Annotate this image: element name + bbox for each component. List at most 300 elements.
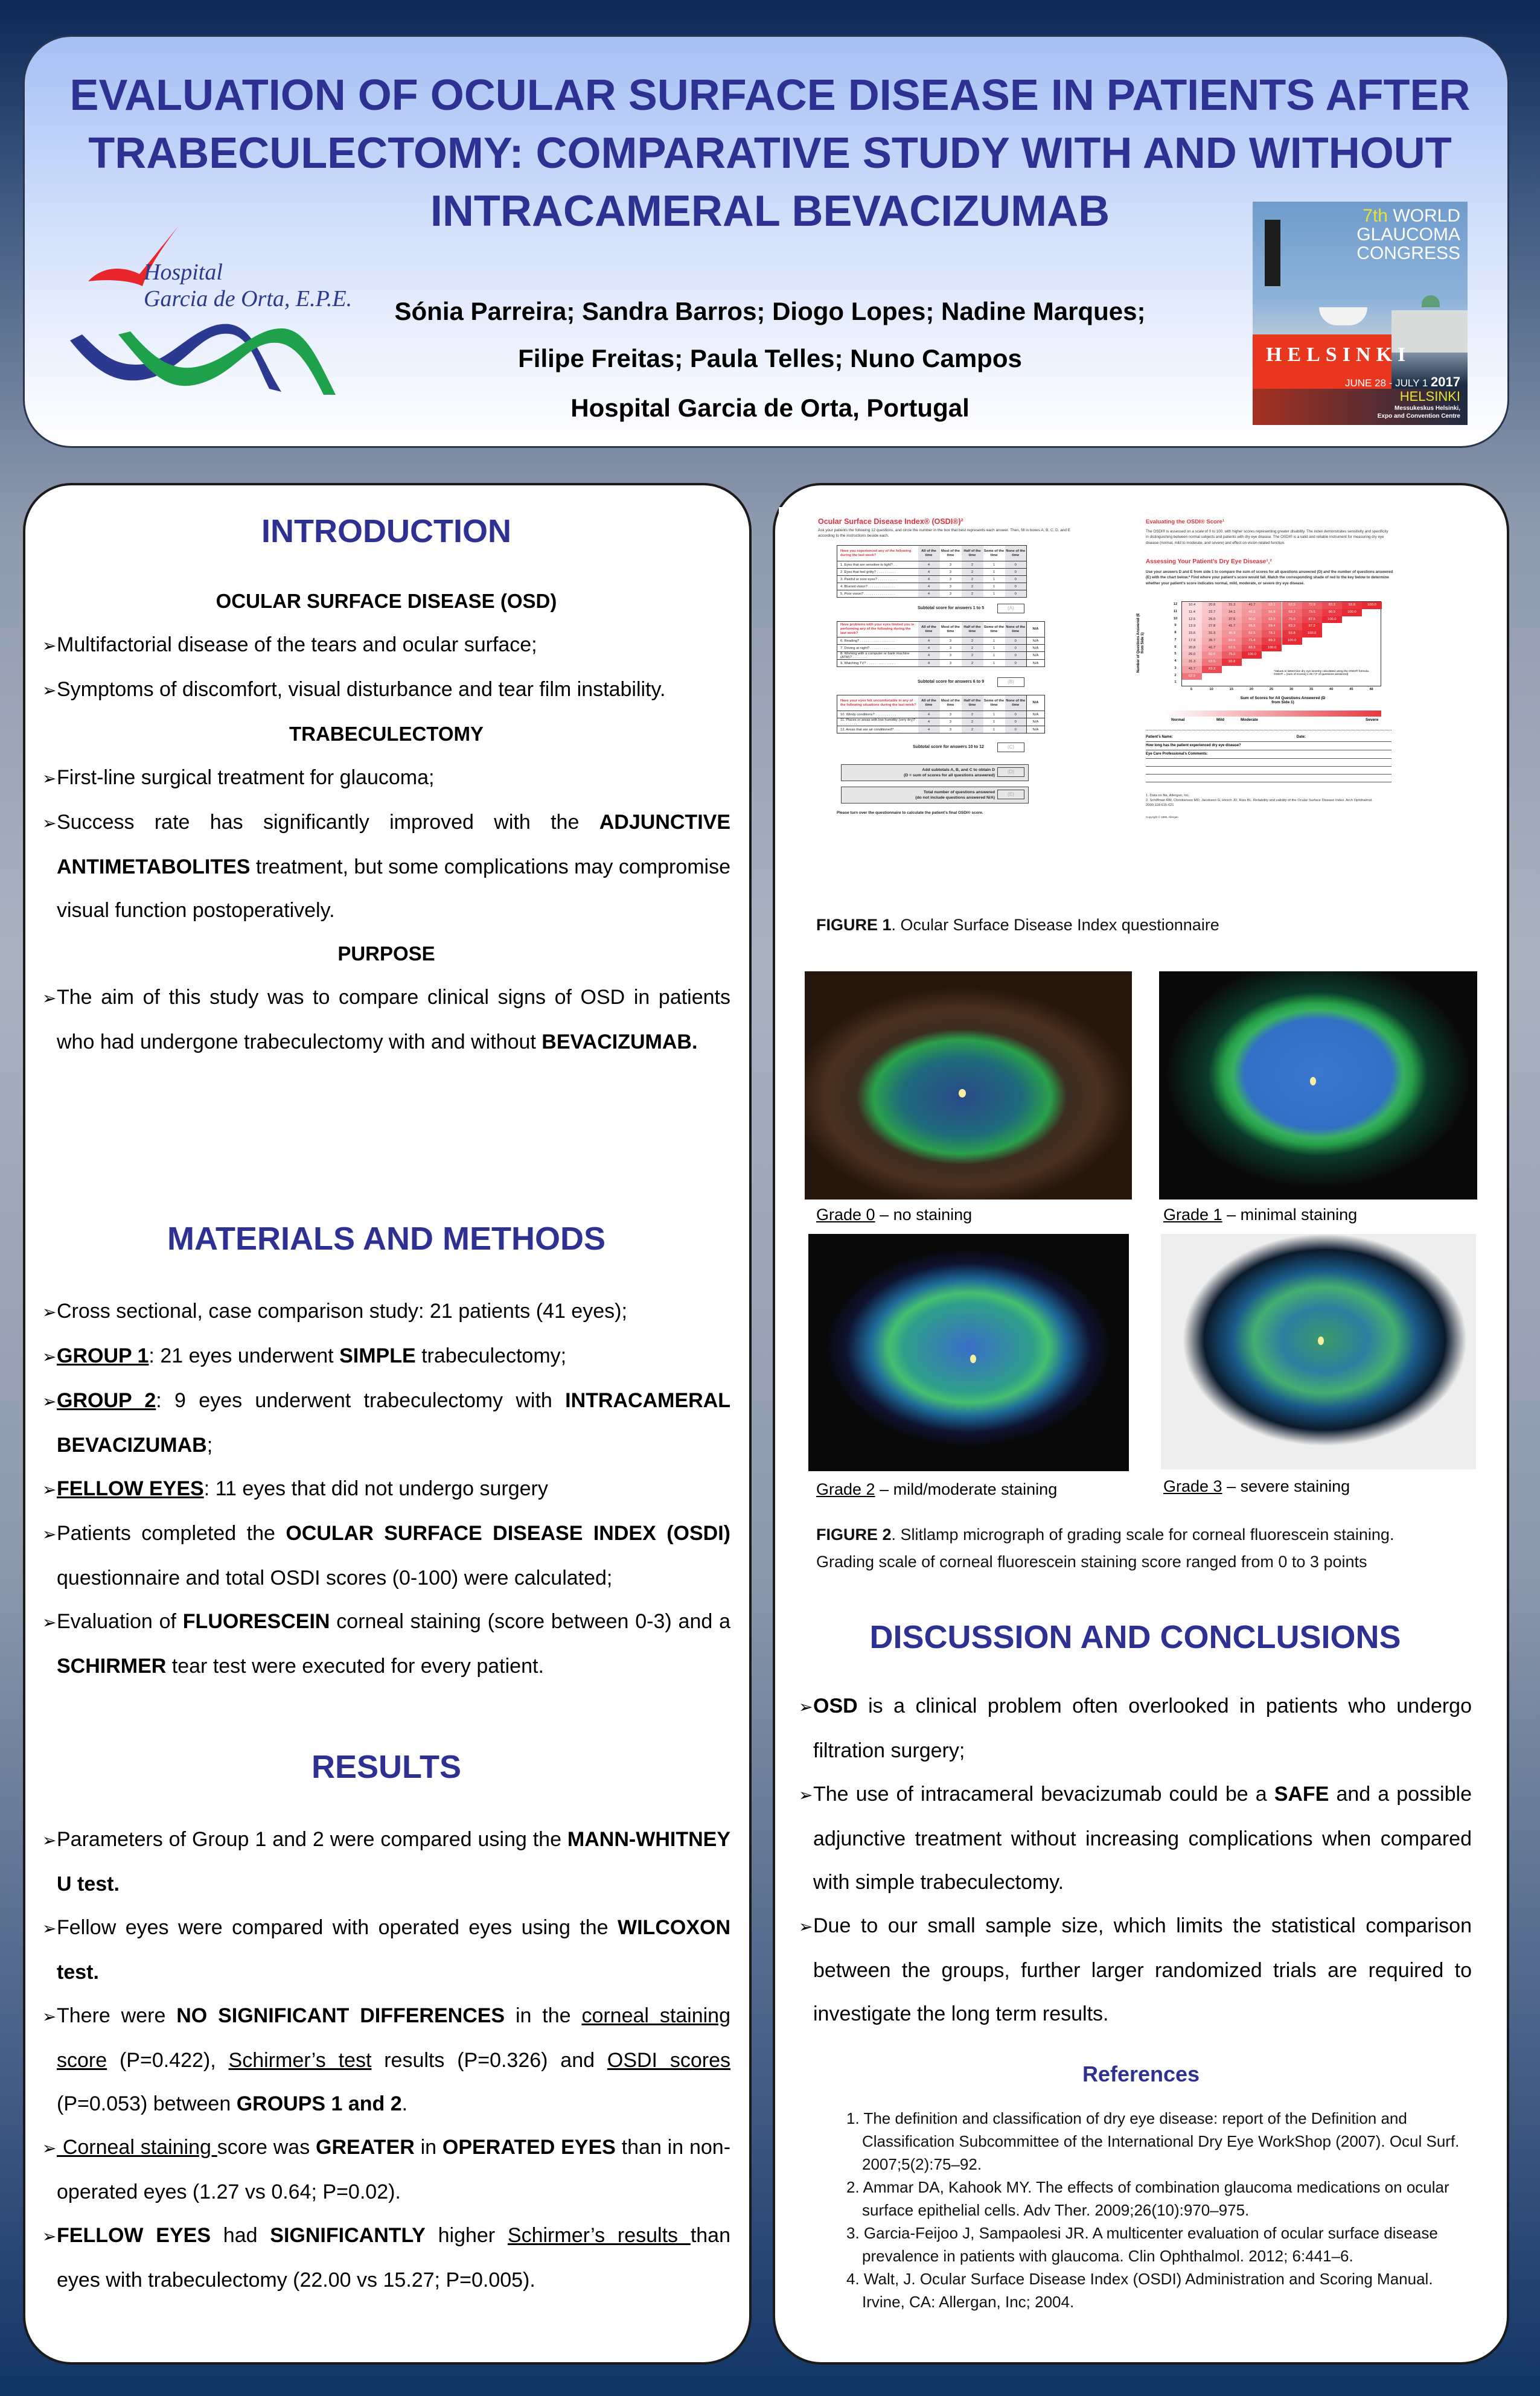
arrow-bullet-icon: ➢ [799, 1917, 813, 1937]
score-cell: 41.7 [1222, 623, 1242, 630]
text-run: : 11 eyes that did not undergo surgery [203, 1477, 548, 1500]
section-heading: MATERIALS AND METHODS [167, 1221, 605, 1257]
section-heading: DISCUSSION AND CONCLUSIONS [869, 1619, 1401, 1655]
bullet-item [42, 976, 730, 1064]
na-header: N/A [1027, 622, 1045, 637]
arrow-bullet-icon: ➢ [42, 1302, 57, 1322]
score-option: 1 [983, 660, 1005, 667]
score-option: 3 [940, 561, 962, 569]
arrow-bullet-icon: ➢ [42, 1612, 57, 1632]
text-run: NO SIGNIFICANT DIFFERENCES [176, 2004, 505, 2027]
score-cell: 97.2 [1302, 623, 1322, 630]
methods-section [42, 1215, 730, 1688]
form-label: How long has the patient experienced dry eye disease? [1146, 742, 1391, 750]
bullet-item [42, 756, 730, 800]
text-run: Cross sectional, case comparison study: 21 patients (41 eyes); [57, 1300, 627, 1323]
bullet-item [42, 800, 730, 932]
text-run: Evaluation of [57, 1610, 183, 1633]
score-option: 4 [918, 652, 940, 660]
score-option: 0 [1005, 726, 1027, 733]
column-header: All of the time [918, 546, 940, 561]
question-text: 8. Working with a computer or bank machine (ATM)? . . . . . . . . [837, 652, 918, 660]
column-header: Some of the time [983, 622, 1005, 637]
arrow-bullet-icon: ➢ [799, 1697, 813, 1717]
arrow-bullet-icon: ➢ [42, 1830, 57, 1850]
arrow-bullet-icon: ➢ [42, 1391, 57, 1411]
osdi-questionnaire-figure [779, 507, 1497, 893]
text-run: is a clinical problem often overlooked in patients who undergo filtration surgery; [813, 1695, 1472, 1762]
references-list [827, 2107, 1479, 2313]
congress-venue: Expo and Convention Centre [1377, 413, 1460, 420]
score-option: 2 [962, 660, 983, 667]
score-option: 3 [940, 590, 962, 598]
assess-title: Assessing Your Patient’s Dry Eye Disease¹,² [1146, 558, 1272, 565]
bullet-item [42, 1334, 730, 1379]
grade-desc: – severe staining [1222, 1477, 1350, 1495]
bullet-item [42, 1379, 730, 1467]
subtotal-label: Subtotal score for answers 10 to 12 [913, 745, 984, 749]
arrow-bullet-icon: ➢ [42, 2138, 57, 2158]
score-option: 0 [1005, 711, 1027, 718]
congress-year: 2017 [1431, 374, 1460, 389]
score-cell: 68.2 [1282, 609, 1302, 616]
text-run: OSD [813, 1695, 858, 1717]
figure-2-caption [816, 1521, 1394, 1576]
logo-text: Garcia de Orta, E.P.E. [144, 286, 353, 311]
text-run: (P=0.422), [107, 2049, 229, 2072]
score-cell: 37.5 [1222, 616, 1242, 624]
lifeboat [1319, 307, 1367, 325]
na-option: N/A [1027, 637, 1045, 645]
text-run: SIMPLE [339, 1344, 416, 1367]
score-cell: 83.3 [1242, 645, 1262, 652]
answer-box: (D) [997, 767, 1024, 777]
text-run: in the [505, 2004, 582, 2027]
x-tick-label: 5 [1190, 688, 1193, 691]
section-heading: INTRODUCTION [261, 513, 511, 549]
text-run: higher [425, 2224, 508, 2247]
score-cell: 31.3 [1222, 602, 1242, 609]
score-cell: 15.6 [1182, 630, 1202, 637]
reference-item: 4. Walt, J. Ocular Surface Disease Index (OSDI) Administration and Scoring Manual. Irvine, CA: Allergan, Inc; 2004. [846, 2270, 1433, 2311]
osdi-instructions: Ask your patients the following 12 questions, and circle the number in the box that best represents each answer. Then, fill in boxes A, B, C, D, and E according to the instructions beside each. [818, 528, 1070, 538]
score-cell: 13.9 [1182, 623, 1202, 630]
score-option: 1 [983, 718, 1005, 726]
score-cell: 56.8 [1262, 609, 1282, 616]
severity-label: Moderate [1241, 718, 1258, 722]
text-run: OSDI scores [607, 2049, 730, 2072]
score-option: 2 [962, 645, 983, 652]
score-cell: 20.8 [1182, 645, 1202, 652]
grade-0-label [816, 1206, 972, 1224]
score-option: 0 [1005, 576, 1027, 583]
bullet-item [42, 1289, 730, 1334]
arrow-bullet-icon: ➢ [42, 1480, 57, 1500]
y-tick-label: 4 [1174, 659, 1177, 663]
hospital-logo [58, 214, 360, 397]
congress-title: CONGRESS [1356, 243, 1460, 263]
score-cell: 100.0 [1362, 602, 1382, 609]
question-row [837, 726, 1045, 733]
score-option: 4 [918, 561, 940, 569]
score-cell: 20.8 [1202, 602, 1222, 609]
score-option: 2 [962, 637, 983, 645]
column-header: Some of the time [983, 546, 1005, 561]
x-tick-label: 30 [1289, 688, 1294, 691]
score-option: 0 [1005, 590, 1027, 598]
text-run: Due to our small sample size, which limits the statistical comparison between the groups, further larger randomized trials are required to investigate the long term results. [813, 1914, 1472, 2025]
osdi-question-table [837, 545, 1027, 598]
subheading: PURPOSE [337, 942, 435, 965]
question-text: 11. Places or areas with low humidity (very dry)? . . . . . . . . . . [837, 718, 918, 726]
score-option: 4 [918, 576, 940, 583]
question-row [837, 660, 1045, 667]
score-option: 4 [918, 718, 940, 726]
bullet-item [799, 1684, 1472, 1772]
score-option: 1 [983, 645, 1005, 652]
text-run: Parameters of Group 1 and 2 were compared using the [57, 1828, 567, 1851]
score-cell: 100.0 [1342, 609, 1362, 616]
severity-label: Normal [1171, 718, 1185, 722]
text-run: MANN-WHITNEY U test. [57, 1828, 730, 1896]
text-run: GROUPS 1 and 2 [236, 2092, 402, 2115]
score-cell: 50.0 [1202, 651, 1222, 659]
score-option: 3 [940, 569, 962, 576]
text-run: score was [217, 2136, 316, 2159]
ship-funnel [1265, 220, 1280, 286]
column-header: All of the time [918, 622, 940, 637]
logo-text: Hospital [144, 260, 223, 285]
score-cell: 93.8 [1342, 602, 1362, 609]
score-option: 4 [918, 660, 940, 667]
figure-label: FIGURE 2 [816, 1525, 892, 1544]
score-option: 3 [940, 660, 962, 667]
score-option: 0 [1005, 660, 1027, 667]
author-line: Sónia Parreira; Sandra Barros; Diogo Lopes; Nadine Marques; [394, 297, 1146, 325]
results-section [42, 1743, 730, 2302]
reference-item: 2. Ammar DA, Kahook MY. The effects of combination glaucoma medications on ocular surface epithelial cells. Adv Ther. 2009;26(10):970–975. [846, 2178, 1449, 2219]
column-header: Half of the time [962, 622, 983, 637]
score-cell: 62.5 [1202, 659, 1222, 666]
grade-name: Grade 2 [816, 1480, 875, 1498]
column-header: Most of the time [940, 695, 962, 711]
score-option: 2 [962, 561, 983, 569]
eval-title: Evaluating the OSDI® Score¹ [1146, 519, 1224, 525]
score-cell: 11.4 [1182, 609, 1202, 616]
bullet-item [42, 2214, 730, 2302]
score-option: 3 [940, 711, 962, 718]
text-run: WILCOXON test. [57, 1916, 730, 1984]
score-cell: 45.5 [1242, 609, 1262, 616]
question-row [837, 569, 1027, 576]
grade-desc: – mild/moderate staining [875, 1480, 1058, 1498]
bullet-item [42, 623, 730, 668]
score-option: 2 [962, 569, 983, 576]
severity-label: Mild [1216, 718, 1224, 722]
congress-logo [1253, 202, 1468, 425]
score-cell: 41.7 [1182, 666, 1202, 673]
bullet-item [42, 1818, 730, 1906]
score-cell: 12.5 [1182, 616, 1202, 624]
grade-name: Grade 1 [1163, 1206, 1222, 1224]
score-option: 3 [940, 576, 962, 583]
text-run: SAFE [1274, 1783, 1329, 1806]
score-cell: 31.3 [1202, 630, 1222, 637]
arrow-bullet-icon: ➢ [42, 2226, 57, 2246]
label: Total number of questions answered [923, 790, 995, 794]
footnote: *Values to determine dry eye severity calculated using the OSDI® formula. [1274, 670, 1370, 673]
score-option: 4 [918, 645, 940, 652]
column-header: Half of the time [962, 695, 983, 711]
score-cell: 75.0 [1282, 616, 1302, 624]
column-header: None of the time [1005, 622, 1027, 637]
question-row [837, 583, 1027, 590]
score-cell: 25.0 [1182, 651, 1202, 659]
score-cell: 93.8 [1222, 659, 1242, 666]
reference-item: 1. The definition and classification of dry eye disease: report of the Definition and Classification Subcommittee of the International Dry Eye WorkShop (2007). Ocul Surf. 2007;5(2):75–92. [846, 2109, 1460, 2173]
question-text: 2. Eyes that feel gritty? . . . . . . . . . . [837, 569, 918, 576]
score-cell: 62.5 [1182, 673, 1202, 680]
x-tick-label: 45 [1349, 688, 1353, 691]
question-row [837, 711, 1045, 718]
severity-legend-bar [1165, 711, 1381, 717]
text-run: questionnaire and total OSDI scores (0-100) were calculated; [57, 1567, 613, 1589]
chart-footnote [1274, 670, 1382, 676]
answer-box: (B) [997, 677, 1024, 687]
score-option: 4 [918, 726, 940, 733]
text-run: Fellow eyes were compared with operated eyes using the [57, 1916, 618, 1939]
y-tick-label: 6 [1174, 645, 1177, 649]
x-tick-label: 40 [1329, 688, 1334, 691]
score-option: 1 [983, 561, 1005, 569]
text-run: SIGNIFICANTLY [270, 2224, 426, 2247]
introduction-section [42, 507, 730, 1064]
y-tick-label: 10 [1173, 616, 1178, 621]
question-row [837, 561, 1027, 569]
score-option: 2 [962, 726, 983, 733]
references-heading: References [1082, 2062, 1200, 2086]
label: Add subtotals A, B, and C to obtain D [922, 768, 995, 772]
osdi-question-table [837, 695, 1045, 733]
text-run: FLUORESCEIN [182, 1610, 330, 1633]
na-option: N/A [1027, 711, 1045, 718]
column-header: Half of the time [962, 546, 983, 561]
patient-form [1146, 733, 1391, 782]
title-line: TRABECULECTOMY: COMPARATIVE STUDY WITH AND WITHOUT [88, 129, 1452, 177]
text-run: than eyes with trabeculectomy (22.00 vs 15.27; P=0.005). [57, 2224, 730, 2292]
score-cell: 75.0 [1222, 651, 1242, 659]
score-cell: 83.3 [1202, 666, 1222, 673]
severity-label: Severe [1366, 718, 1379, 722]
score-option: 4 [918, 583, 940, 590]
arrow-bullet-icon: ➢ [42, 1524, 57, 1544]
score-option: 1 [983, 590, 1005, 598]
score-cell: 62.5 [1242, 630, 1262, 637]
score-option: 0 [1005, 718, 1027, 726]
y-tick-label: 1 [1174, 680, 1177, 685]
score-cell: 10.4 [1182, 602, 1202, 609]
score-option: 0 [1005, 637, 1027, 645]
x-tick-label: 48 [1369, 688, 1373, 691]
bullet-item [42, 1600, 730, 1688]
text-run: : 21 eyes underwent [149, 1344, 340, 1367]
x-tick-label: 25 [1269, 688, 1274, 691]
text-run: (P=0.053) between [57, 2092, 237, 2115]
arrow-bullet-icon: ➢ [42, 768, 57, 788]
text-run: SCHIRMER [57, 1655, 167, 1678]
section-heading: RESULTS [311, 1749, 461, 1785]
bullet-item [42, 1512, 730, 1600]
text-run: corneal staining (score between 0-3) and a [330, 1610, 731, 1633]
column-header: All of the time [918, 695, 940, 711]
score-option: 1 [983, 726, 1005, 733]
score-cell: 35.7 [1202, 637, 1222, 645]
arrow-bullet-icon: ➢ [42, 988, 57, 1008]
score-option: 2 [962, 583, 983, 590]
score-cell: 72.9 [1302, 602, 1322, 609]
congress-title: WORLD [1393, 206, 1460, 226]
text-run: GROUP 1 [57, 1344, 149, 1367]
arrow-bullet-icon: ➢ [42, 813, 57, 833]
text-run: First-line surgical treatment for glaucoma; [57, 766, 435, 789]
question-text: 3. Painful or sore eyes? . . . . . . . . . . [837, 576, 918, 583]
na-option: N/A [1027, 645, 1045, 652]
na-option: N/A [1027, 652, 1045, 660]
question-row [837, 645, 1045, 652]
score-option: 2 [962, 576, 983, 583]
affiliation: Hospital Garcia de Orta, Portugal [570, 394, 970, 422]
score-cell: 46.9 [1222, 630, 1242, 637]
text-run: results (P=0.326) and [371, 2049, 607, 2072]
score-cell: 17.9 [1182, 637, 1202, 645]
score-cell: 55.6 [1242, 623, 1262, 630]
arrow-bullet-icon: ➢ [42, 680, 57, 700]
score-option: 1 [983, 637, 1005, 645]
score-cell: 83.3 [1282, 623, 1302, 630]
column-header: Most of the time [940, 622, 962, 637]
score-option: 4 [918, 711, 940, 718]
y-tick-label: 2 [1174, 673, 1177, 677]
y-tick-label: 8 [1174, 631, 1177, 634]
text-run: There were [57, 2004, 177, 2027]
na-header: N/A [1027, 695, 1045, 711]
score-cell: 50.0 [1242, 616, 1262, 624]
score-option: 3 [940, 726, 962, 733]
x-tick-label: 10 [1209, 688, 1213, 691]
question-text: 6. Reading? . . . . . . . . . . . . . . . . . . [837, 637, 918, 645]
arrow-bullet-icon: ➢ [42, 1918, 57, 1938]
score-cell: 62.5 [1262, 616, 1282, 624]
question-row [837, 718, 1045, 726]
column-header: Most of the time [940, 546, 962, 561]
text-run: Schirmer’s results [507, 2224, 691, 2247]
text-run: Symptoms of discomfort, visual disturbance and tear film instability. [57, 678, 666, 701]
figure-1-caption [816, 912, 1219, 939]
na-option: N/A [1027, 718, 1045, 726]
y-tick-label: 3 [1174, 666, 1177, 670]
question-text: 1. Eyes that are sensitive to light? . . [837, 561, 918, 569]
osdi-question-table [837, 621, 1045, 667]
question-text: 5. Poor vision? . . . . . . . . . . . . . . . . [837, 590, 918, 598]
text-run: had [211, 2224, 270, 2247]
form-label: Date: [1296, 735, 1306, 739]
score-option: 1 [983, 569, 1005, 576]
title-line: INTRACAMERAL BEVACIZUMAB [430, 187, 1110, 235]
score-cell: 100.0 [1242, 651, 1262, 659]
text-run: corneal staining score [57, 2004, 731, 2072]
question-row [837, 652, 1045, 660]
score-option: 1 [983, 652, 1005, 660]
arrow-bullet-icon: ➢ [799, 1785, 813, 1805]
x-axis-label: Sum of Scores for All Questions Answered (D from Side 1) [1240, 696, 1326, 704]
bullet-item [42, 1906, 730, 1994]
x-tick-label: 35 [1309, 688, 1314, 691]
y-tick-label: 9 [1174, 624, 1177, 628]
score-cell: 79.5 [1302, 609, 1322, 616]
y-tick-label: 5 [1174, 652, 1177, 656]
grade-desc: – minimal staining [1222, 1206, 1358, 1224]
text-run: The aim of this study was to compare clinical signs of OSD in patients who had undergone trabeculectomy with and without [57, 986, 730, 1053]
score-option: 1 [983, 711, 1005, 718]
text-run: GREATER [316, 2136, 415, 2159]
arrow-bullet-icon: ➢ [42, 1347, 57, 1367]
eye-image-grade-1 [1159, 971, 1477, 1200]
author-line: Filipe Freitas; Paula Telles; Nuno Campos [518, 344, 1022, 372]
x-tick-label: 15 [1229, 688, 1233, 691]
question-row [837, 590, 1027, 598]
text-run: The use of intracameral bevacizumab could be a [813, 1783, 1274, 1806]
score-option: 2 [962, 711, 983, 718]
text-run: . [401, 2092, 408, 2115]
grade-2-label [816, 1480, 1057, 1499]
congress-venue: Messukeskus Helsinki, [1395, 405, 1460, 412]
arrow-bullet-icon: ➢ [42, 2007, 57, 2027]
bullet-item [42, 2126, 730, 2214]
osdi-ref: 2. Schiffman RM, Christianson MD, Jacobsen G, Hirsch JD, Reis BL. Reliability and validity of the Ocular Surface Disease Index. Arch Ophthalmol. 2000;118:615-621 [1146, 799, 1373, 807]
ship-name: HELSINKI [1266, 343, 1411, 366]
grade-name: Grade 3 [1163, 1477, 1222, 1495]
score-option: 0 [1005, 561, 1027, 569]
na-option: N/A [1027, 726, 1045, 733]
x-tick-label: 20 [1249, 688, 1254, 691]
score-option: 2 [962, 652, 983, 660]
score-cell: 27.8 [1202, 623, 1222, 630]
grade-desc: – no staining [875, 1206, 973, 1224]
figure-label: FIGURE 1 [816, 916, 892, 934]
text-run: Multifactorial disease of the tears and ocular surface; [57, 633, 537, 656]
grade-3-label [1163, 1477, 1350, 1496]
score-option: 1 [983, 576, 1005, 583]
label: (D = sum of scores for all questions answered) [904, 773, 995, 778]
score-cell: 52.1 [1262, 602, 1282, 609]
score-cell: 93.8 [1282, 630, 1302, 637]
text-run: FELLOW EYES [57, 1477, 204, 1500]
score-cell: 62.5 [1282, 602, 1302, 609]
score-cell: 87.5 [1302, 616, 1322, 624]
arrow-bullet-icon: ➢ [42, 636, 57, 656]
score-cell: 41.7 [1202, 645, 1222, 652]
copyright: Copyright © 1995, Allergan [1146, 816, 1178, 819]
grade-1-label [1163, 1206, 1357, 1224]
score-option: 1 [983, 583, 1005, 590]
question-row [837, 637, 1045, 645]
text-run: trabeculectomy; [415, 1344, 567, 1367]
score-cell: 89.3 [1262, 637, 1282, 645]
text-run: treatment, but some complications may compromise visual function postoperatively. [57, 855, 730, 922]
caption-text: . Ocular Surface Disease Index questionnaire [891, 916, 1219, 934]
eye-image-grade-0 [805, 971, 1132, 1200]
question-row [837, 576, 1027, 583]
